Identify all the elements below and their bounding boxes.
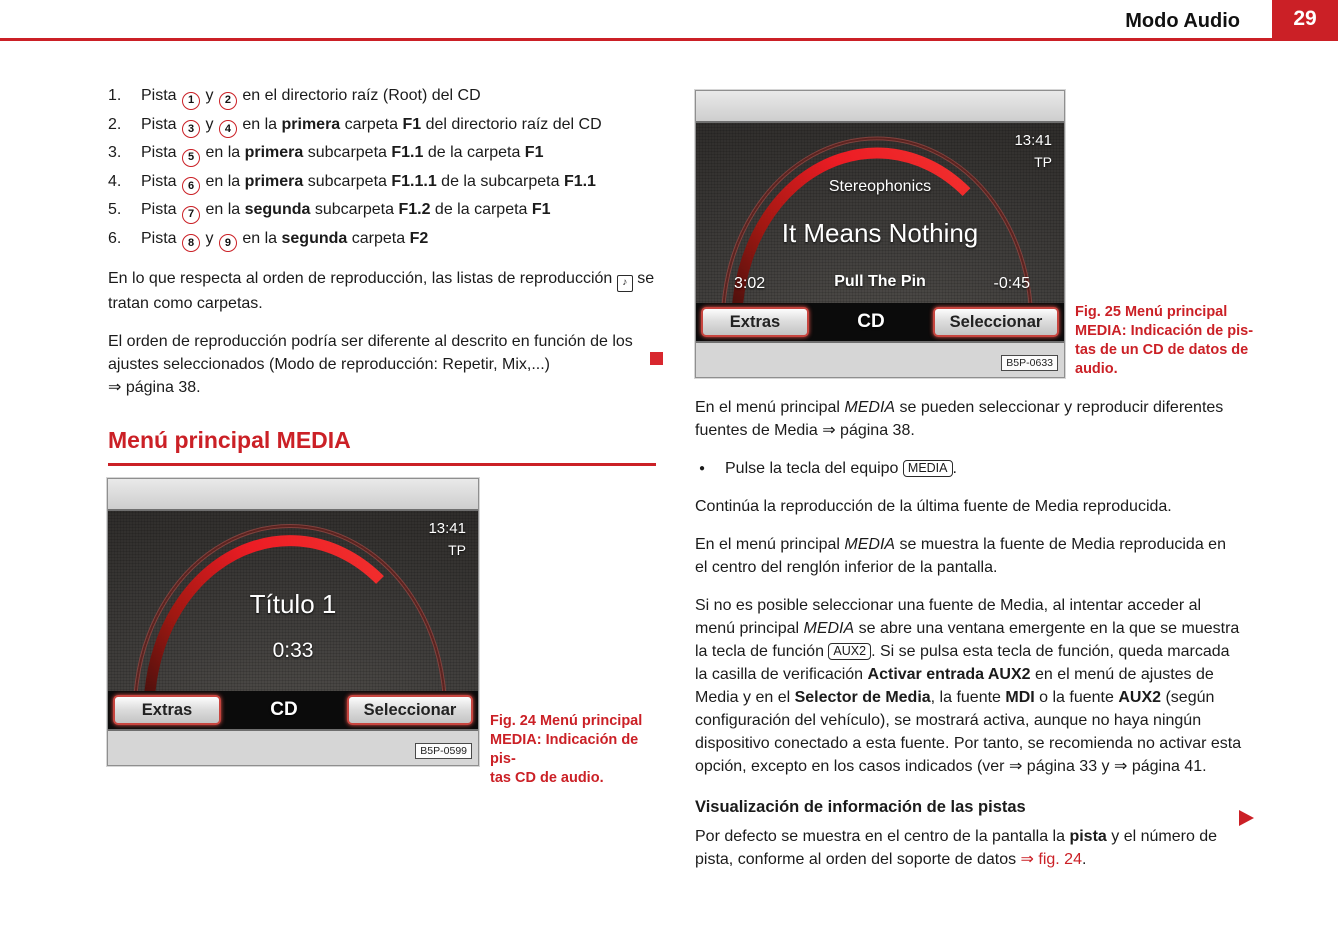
list-text (141, 170, 596, 196)
text-segment: subcarpeta (303, 172, 392, 190)
text-segment: Pista (141, 201, 182, 218)
remaining-time: -0:45 (993, 275, 1030, 292)
text-segment: ⇒ página 33 (1008, 758, 1098, 775)
text-segment: Selector de Media (794, 689, 931, 706)
figure-24 (107, 478, 479, 766)
list-item (108, 198, 660, 224)
circled-number: 3 (182, 120, 200, 138)
album-name: Pull The Pin (834, 273, 926, 290)
text-segment: . (1081, 851, 1087, 868)
text-segment: y (1097, 758, 1114, 775)
elapsed-time: 3:02 (734, 275, 766, 292)
text-segment: F2 (409, 229, 429, 247)
list-text (141, 141, 543, 167)
list-item (108, 141, 660, 167)
text-segment: y (201, 229, 218, 247)
text-segment: Pulse la tecla del equipo (725, 460, 903, 477)
circled-number: 5 (182, 149, 200, 167)
text-segment: en el menú de ajustes de Media y en el (695, 666, 1214, 706)
text-segment: Por defecto se muestra en el centro de la pantalla la (695, 828, 1070, 845)
text-segment: F1 (531, 201, 551, 218)
figure-code: B5P-0599 (415, 743, 472, 759)
text-segment: en la (201, 144, 245, 161)
text-segment: Pista (141, 87, 182, 104)
list-item (108, 84, 660, 110)
playlist-icon: ♪ (617, 275, 633, 292)
list-text (141, 227, 428, 253)
left-column (108, 84, 660, 399)
text-segment: ⇒ página 38. (822, 422, 915, 439)
right-column (695, 396, 1242, 871)
section-end-marker (650, 352, 663, 365)
circled-number: 2 (219, 92, 237, 110)
softkey-select: Seleccionar (933, 307, 1059, 337)
text-segment: F1 (524, 144, 544, 161)
list-text (141, 113, 602, 139)
device-key: MEDIA (903, 460, 953, 477)
list-text (141, 198, 551, 224)
radio-bezel-top (696, 91, 1064, 123)
paragraph-continue-playback (695, 495, 1242, 518)
radio-bezel-bottom (696, 341, 1064, 377)
list-item (108, 113, 660, 139)
radio-screen (108, 511, 478, 729)
softkey-extras: Extras (113, 695, 221, 725)
text-segment: se pueden seleccionar y reproducir diferentes fuentes de Media (695, 399, 1224, 439)
paragraph-media-menu (695, 396, 1242, 442)
track-title: Título 1 (249, 589, 337, 619)
list-number: 6. (108, 229, 122, 247)
list-item (108, 227, 660, 253)
text-segment: en la (201, 201, 245, 218)
circled-number: 1 (182, 92, 200, 110)
clock: 13:41 (428, 520, 466, 537)
softkey-row (696, 303, 1064, 341)
circled-number: 9 (219, 234, 237, 252)
text-segment: F1.2 (398, 201, 431, 218)
subheading-track-info: Visualización de información de las pistas (695, 798, 1026, 816)
text-segment: Activar entrada AUX2 (867, 666, 1031, 683)
text-segment: en la (237, 115, 282, 133)
circled-number: 6 (182, 177, 200, 195)
figure-25-caption: Fig. 25 Menú principal MEDIA: Indicación de pis- tas de un CD de datos de audio. (1075, 304, 1254, 377)
list-number: 5. (108, 201, 122, 218)
text-segment: F1 (402, 115, 422, 133)
device-key: AUX2 (828, 643, 871, 660)
text-segment: MEDIA (844, 399, 896, 416)
text-segment: segunda (281, 229, 348, 247)
track-order-list (108, 84, 660, 252)
text-segment: F1.1 (563, 172, 596, 190)
text-segment: Pista (141, 144, 182, 161)
figure-25 (695, 90, 1065, 378)
page-number-badge: 29 (1272, 0, 1338, 38)
radio-bezel-bottom (108, 729, 478, 765)
text-segment: pista (1069, 828, 1107, 845)
text-segment: en la (201, 172, 245, 190)
text-segment: de la subcarpeta (436, 172, 564, 190)
text-segment: primera (244, 144, 304, 161)
text-segment: del directorio raíz del CD (421, 115, 602, 133)
text-segment: primera (244, 172, 304, 190)
text-segment: MDI (1005, 689, 1035, 706)
text-segment: y (201, 115, 218, 133)
paragraph-playlists (108, 267, 660, 315)
circled-number: 8 (182, 234, 200, 252)
track-title: It Means Nothing (781, 218, 979, 248)
text-segment: Pista (141, 172, 182, 190)
text-segment: carpeta (347, 229, 410, 247)
paragraph-play-order (108, 330, 660, 399)
tp-indicator: TP (1034, 154, 1052, 170)
text-segment: AUX2 (1118, 689, 1162, 706)
text-segment: . (952, 460, 957, 477)
text-segment: En el menú principal (695, 536, 845, 553)
softkey-row (108, 691, 478, 729)
radio-bezel-top (108, 479, 478, 511)
text-segment: y el número de pista, conforme al orden del soporte de datos (695, 828, 1218, 868)
text-segment: primera (281, 115, 341, 133)
text-segment: F1.1.1 (391, 172, 437, 190)
text-segment: se abre una ventana emergente en la que se muestra la tecla de función (695, 620, 1240, 660)
paragraph-aux2 (695, 594, 1242, 778)
text-segment: MEDIA (803, 620, 855, 637)
text-segment: subcarpeta (310, 201, 399, 218)
paragraph-default-display (695, 825, 1242, 871)
text-segment: (según configuración del vehículo), se mostrará activa, aunque no haya ningún dispositivo conectado a esta fuente. Por tanto, se recomienda no activar esta opción, excepto en los casos indicados (ver (695, 689, 1242, 775)
text-segment: segunda (244, 201, 311, 218)
list-text (141, 84, 481, 110)
bullet-item (695, 457, 1242, 480)
softkey-extras: Extras (701, 307, 809, 337)
text-segment: carpeta (340, 115, 403, 133)
section-heading: Menú principal MEDIA (108, 427, 656, 466)
text-segment: . Si se pulsa esta tecla de función, queda marcada la casilla de verificación (695, 643, 1230, 683)
text-segment: En el menú principal (695, 399, 845, 416)
softkey-select: Seleccionar (347, 695, 473, 725)
text-segment: Si no es posible seleccionar una fuente de Media, al intentar acceder al menú principal (695, 597, 1202, 637)
list-number: 1. (108, 87, 122, 104)
text-segment: , la fuente (930, 689, 1006, 706)
circled-number: 7 (182, 206, 200, 224)
text-segment: en el directorio raíz (Root) del CD (237, 87, 481, 104)
text-segment: Pista (141, 115, 182, 133)
bullet-icon: ● (699, 463, 706, 474)
section-title: Modo Audio (1125, 10, 1240, 32)
list-number: 3. (108, 144, 122, 161)
tp-indicator: TP (448, 542, 466, 558)
paragraph-source-shown (695, 533, 1242, 579)
figure-code: B5P-0633 (1001, 355, 1058, 371)
text-segment: de la carpeta (430, 201, 532, 218)
header-rule (0, 38, 1338, 41)
text-segment: Continúa la reproducción de la última fuente de Media reproducida. (695, 498, 1172, 515)
page-continuation-arrow (1239, 810, 1254, 826)
text-segment: y (201, 87, 218, 104)
text-segment: subcarpeta (303, 144, 392, 161)
circled-number: 4 (219, 120, 237, 138)
text-segment: se tratan como carpetas. (108, 270, 655, 312)
text-segment: o la fuente (1034, 689, 1119, 706)
bullet-text (725, 457, 957, 480)
elapsed-time: 0:33 (272, 639, 314, 662)
text-segment: MEDIA (844, 536, 896, 553)
text-segment: en la (237, 229, 282, 247)
list-number: 2. (108, 115, 122, 133)
artist-name: Stereophonics (828, 178, 932, 195)
text-segment: En lo que respecta al orden de reproducción, las listas de reproducción (108, 270, 617, 287)
text-segment: El orden de reproducción podría ser diferente al descrito en función de los ajustes seleccionados (Modo de reproducción: Repetir, Mix,...) (108, 333, 633, 373)
clock: 13:41 (1014, 132, 1052, 149)
list-number: 4. (108, 172, 122, 190)
radio-screen (696, 123, 1064, 341)
text-segment: ⇒ página 41. (1113, 758, 1207, 775)
list-item (108, 170, 660, 196)
text-segment: Pista (141, 229, 182, 247)
text-segment: ⇒ página 38. (108, 379, 201, 396)
text-segment: F1.1 (391, 144, 424, 161)
source-label: CD (857, 311, 885, 332)
figure-24-caption: Fig. 24 Menú principal MEDIA: Indicación de pis- tas CD de audio. (490, 713, 643, 786)
text-segment: se muestra la fuente de Media reproducida en el centro del renglón inferior de la pantalla. (695, 536, 1226, 576)
text-segment: de la carpeta (423, 144, 525, 161)
text-segment: ⇒ fig. 24 (1020, 851, 1082, 868)
source-label: CD (270, 699, 298, 720)
